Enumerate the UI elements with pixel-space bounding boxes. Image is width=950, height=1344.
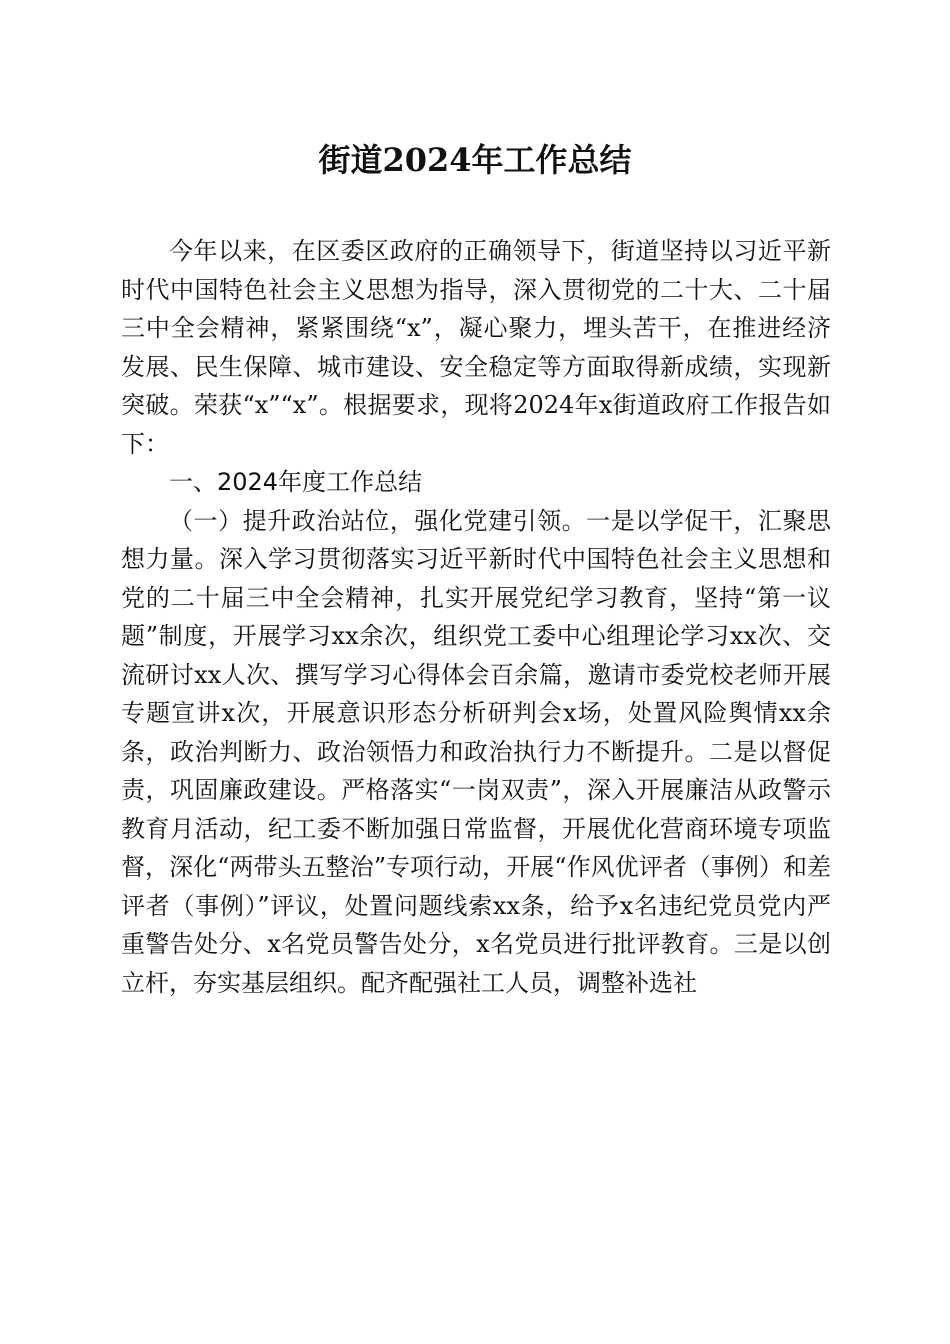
section-heading: 一、2024年度工作总结 xyxy=(169,468,423,496)
document-body xyxy=(121,232,831,1002)
subsection-paragraph: （一）提升政治站位，强化党建引领。一是以学促干，汇聚思想力量。深入学习贯彻落实习近平新时代中国特色社会主义思想和党的二十届三中全会精神，扎实开展党纪学习教育，坚持“第一议题”制度，开展学习xx余次，组织党工委中心组理论学习xx次、交流研讨xx人次、撰写学习心得体会百余篇，邀请市委党校老师开展专题宣讲x次，开展意识形态分析研判会x场，处置风险舆情xx余条，政治判断力、政治领悟力和政治执行力不断提升。二是以督促责，巩固廉政建设。严格落实“一岗双责”，深入开展廉洁从政警示教育月活动，纪工委不断加强日常监督，开展优化营商环境专项监督，深化“两带头五整治”专项行动，开展“作风优评者（事例）和差评者（事例）”评议，处置问题线索xx条，给予x名违纪党员党内严重警告处分、x名党员警告处分，x名党员进行批评教育。三是以创立杆，夯实基层组织。配齐配强社工人员，调整补选社 xyxy=(121,506,831,997)
intro-paragraph: 今年以来，在区委区政府的正确领导下，街道坚持以习近平新时代中国特色社会主义思想为指导，深入贯彻党的二十大、二十届三中全会精神，紧紧围绕“x”，凝心聚力，埋头苦干，在推进经济发展、民生保障、城市建设、安全稳定等方面取得新成绩，实现新突破。荣获“x”“x”。根据要求，现将2024年x街道政府工作报告如下： xyxy=(121,237,831,458)
document-title: 街道2024年工作总结 xyxy=(318,141,632,179)
